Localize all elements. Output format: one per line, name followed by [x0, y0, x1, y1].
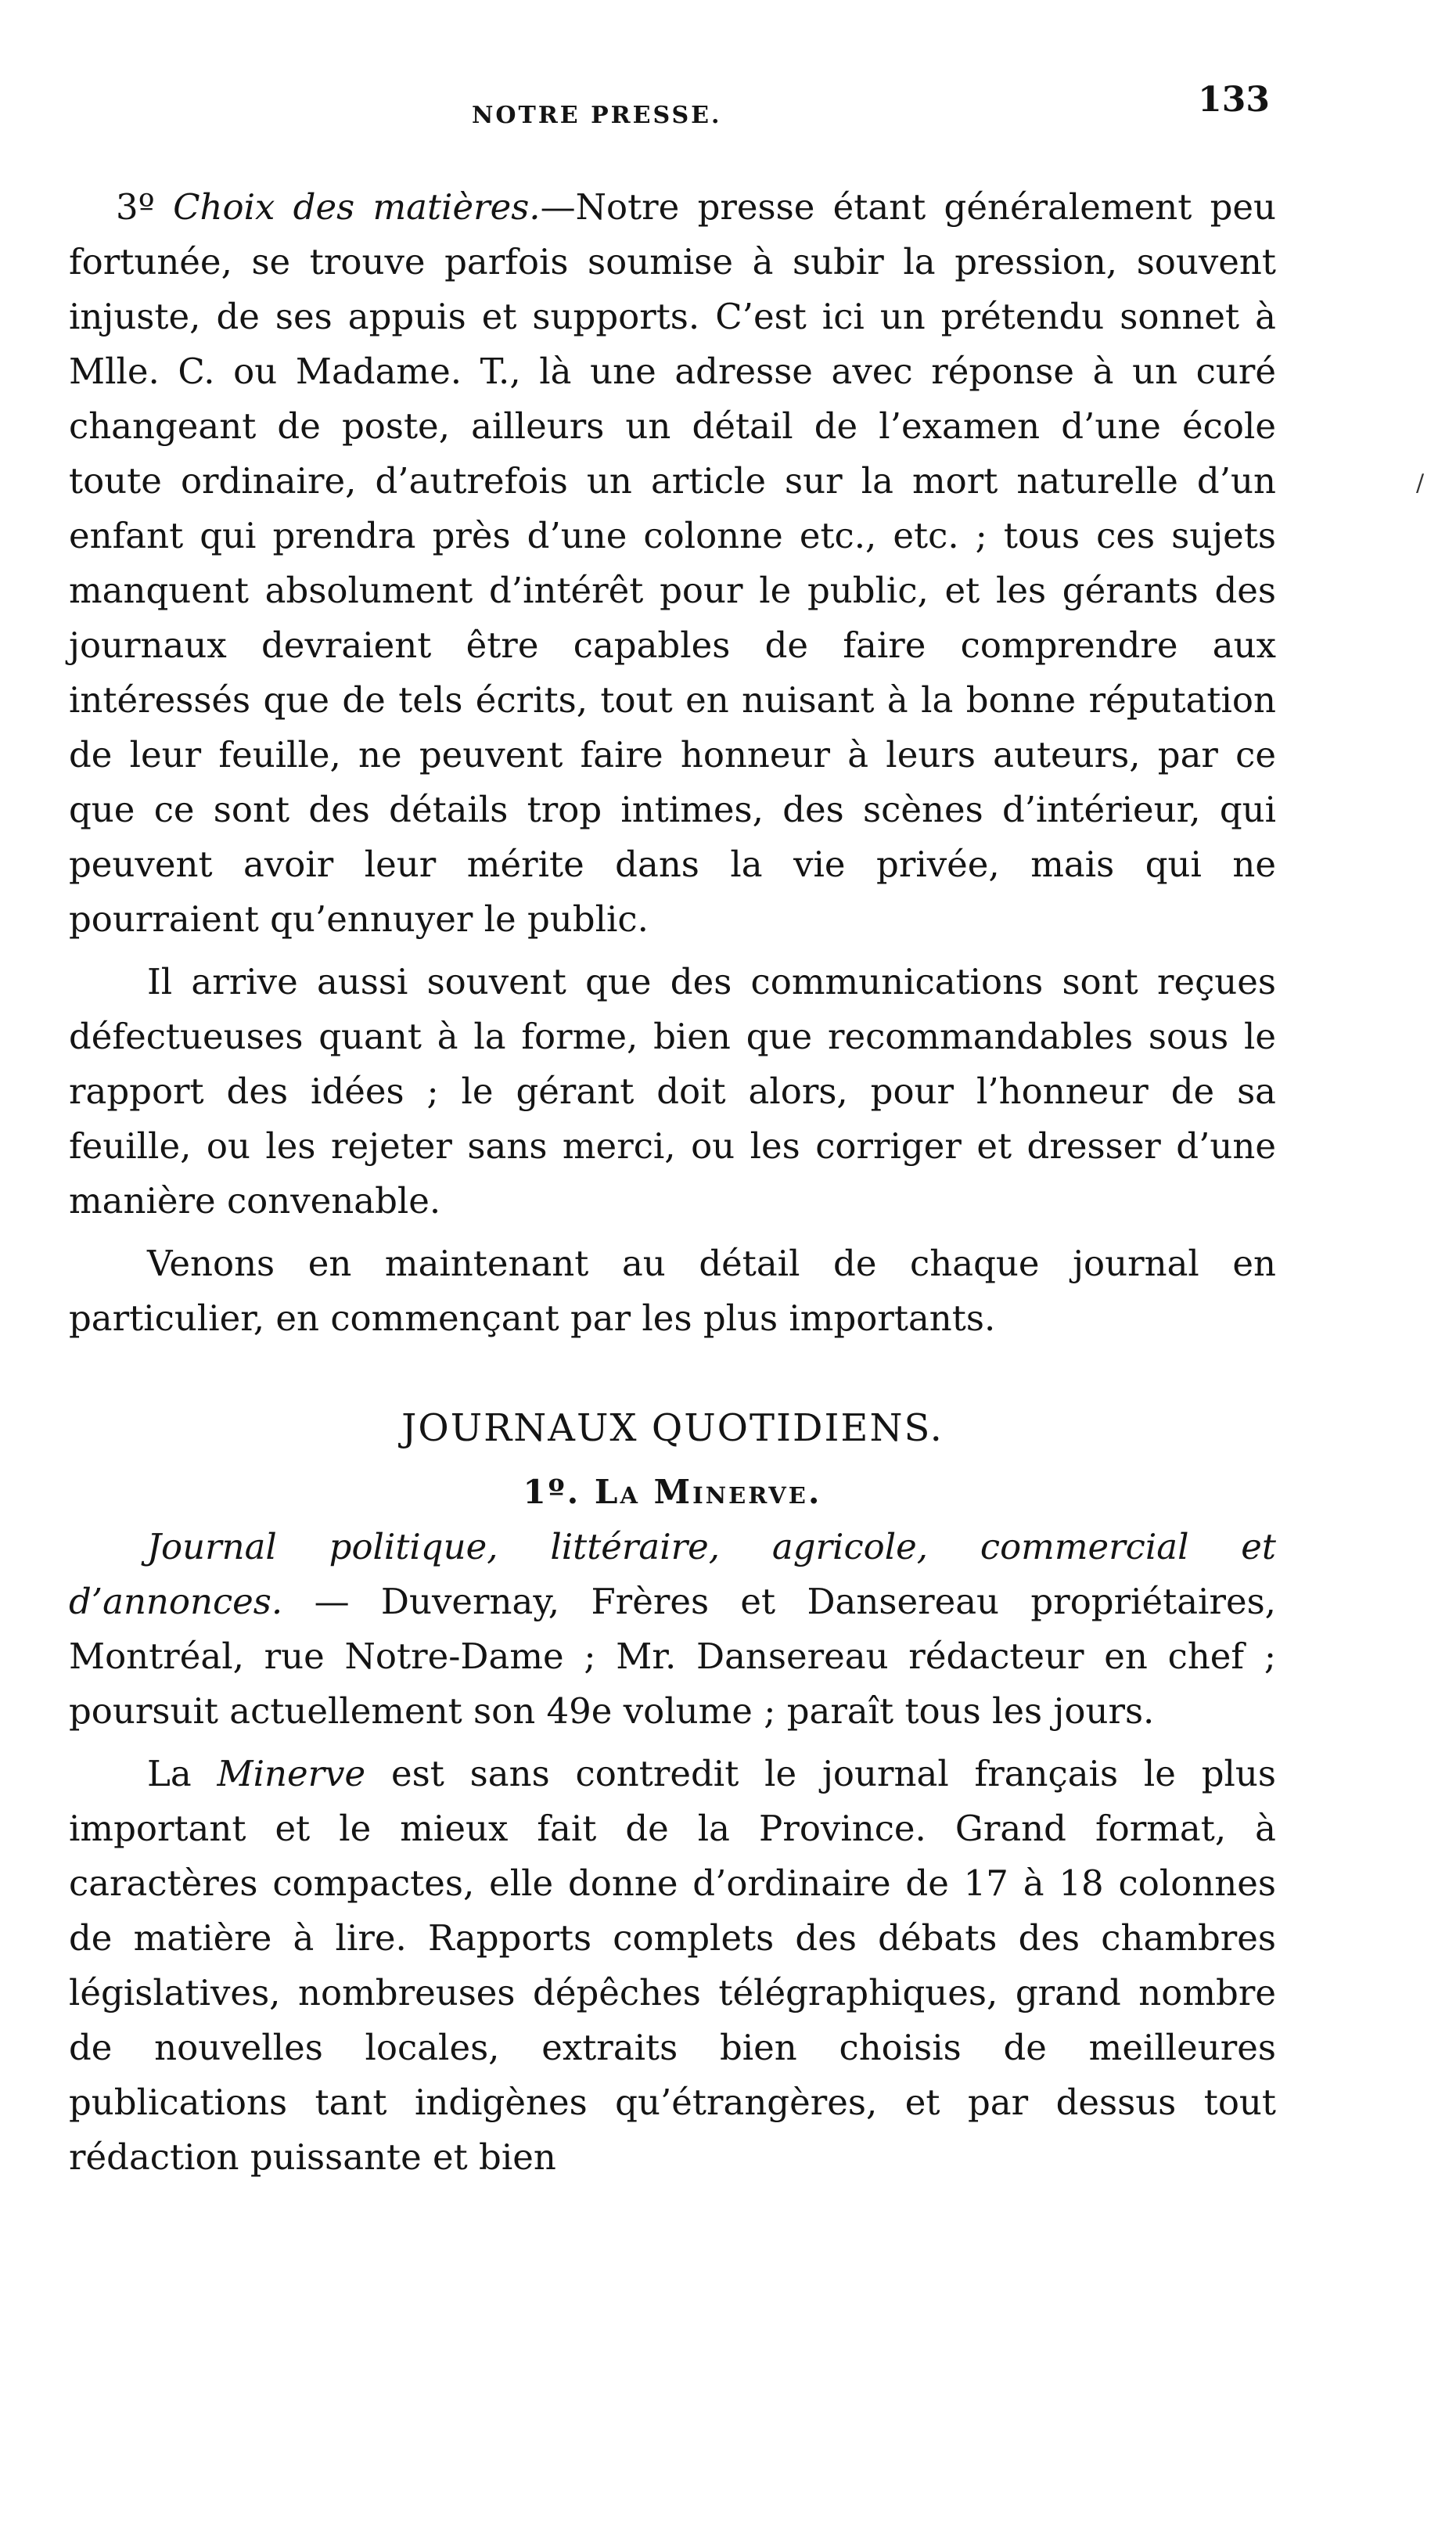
paragraph-minerve-review	[69, 1747, 1276, 2185]
paragraph-label: 3º	[116, 186, 155, 228]
paragraph-choix-des-matieres	[69, 180, 1276, 947]
page-header	[69, 70, 1276, 141]
paragraph-text: —Notre presse étant généralement peu fortunée, se trouve parfois soumise à subir la pression, souvent injuste, de ses appuis et supports. C’est ici un prétendu sonnet à Mlle. C. ou Madame. T., là une adresse avec réponse à un curé changeant de poste, ailleurs un détail de l’examen d’une école toute ordinaire, d’autrefois un article sur la mort naturelle d’un enfant qui prendra près d’une colonne etc., etc. ; tous ces sujets manquent absolument d’intérêt pour le public, et les gérants des journaux devraient être capables de faire comprendre aux intéressés que de tels écrits, tout en nuisant à la bonne réputation de leur feuille, ne peuvent faire honneur à leurs auteurs, par ce que ce sont des détails trop intimes, des scènes d’intérieur, qui peuvent avoir leur mérite dans la vie privée, mais qui ne pourraient qu’ennuyer le public.	[69, 186, 1277, 940]
running-head: NOTRE PRESSE.	[472, 102, 722, 129]
paragraph-text-before: La	[147, 1753, 218, 1794]
page-number: 133	[1198, 80, 1270, 120]
paragraph-communications: Il arrive aussi souvent que des communications sont reçues défectueuses quant à la forme, bien que recommandables sous le rapport des idées ; le gérant doit alors, pour l’honneur de sa feuille, ou les rejeter sans merci, ou les corriger et dresser d’une manière convenable.	[69, 961, 1276, 1222]
body-text	[69, 180, 1276, 2185]
paragraph-italic-heading: Choix des matières.	[173, 186, 541, 228]
paragraph-italic-title: Minerve	[217, 1753, 366, 1794]
paragraph-text: — Duvernay, Frères et Dansereau propriétaires, Montréal, rue Notre-Dame ; Mr. Dansereau rédacteur en chef ; poursuit actuellement son 49e volume ; paraît tous les jours.	[69, 1581, 1276, 1732]
margin-mark: /	[1416, 470, 1425, 497]
paragraph-text-after: est sans contredit le journal français le plus important et le mieux fait de la Province. Grand format, à caractères compactes, elle donne d’ordinaire de 17 à 18 colonnes de matière à lire. Rapports complets des débats des chambres législatives, nombreuses dépêches télégraphiques, grand nombre de nouvelles locales, extraits bien choisis de meilleures publications tant indigènes qu’étrangères, et par dessus tout rédaction puissante et bien	[69, 1753, 1277, 2178]
paragraph-minerve-description	[69, 1520, 1276, 1739]
paragraph-venons: Venons en maintenant au détail de chaque journal en particulier, en commençant par les plus importants.	[69, 1243, 1276, 1339]
section-title: JOURNAUX QUOTIDIENS.	[401, 1406, 944, 1450]
section-subtitle: 1º. La Minerve.	[523, 1473, 822, 1511]
paragraph-italic-heading: Journal politique, littéraire, agricole, commercial et d’annonces.	[69, 1526, 1276, 1622]
